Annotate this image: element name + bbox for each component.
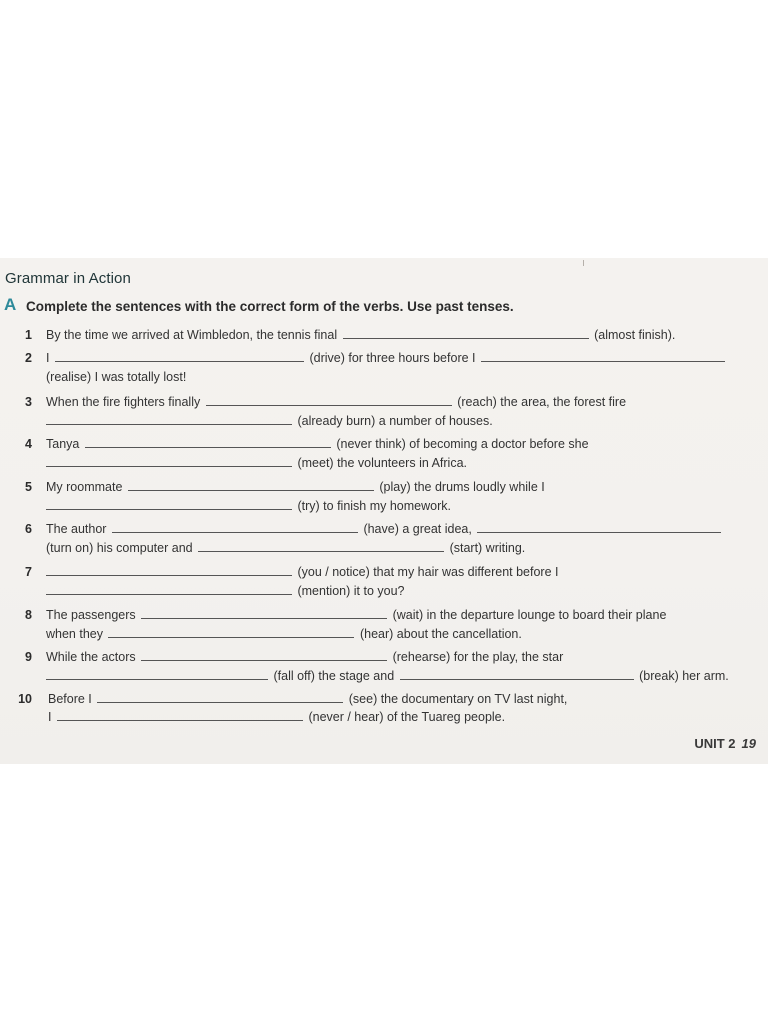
sentence-line <box>46 541 525 555</box>
item-number: 3 <box>25 395 32 409</box>
answer-blank[interactable] <box>481 351 725 362</box>
sentence-line <box>46 499 451 513</box>
sentence-text: The passengers <box>46 608 136 622</box>
sentence-line <box>46 650 563 664</box>
answer-blank[interactable] <box>477 522 721 533</box>
item-number: 2 <box>25 351 32 365</box>
answer-blank[interactable] <box>141 608 387 619</box>
sentence-text: My roommate <box>46 480 123 494</box>
sentence-text: Before I <box>48 692 92 706</box>
answer-blank[interactable] <box>46 565 292 576</box>
verb-hint: (break) her arm. <box>639 669 729 683</box>
verb-hint: (wait) in the departure lounge to board their plane <box>392 608 667 622</box>
answer-blank[interactable] <box>198 541 444 552</box>
verb-hint: (turn on) his computer and <box>46 541 193 555</box>
answer-blank[interactable] <box>46 499 292 510</box>
item-number: 8 <box>25 608 32 622</box>
sentence-text: when they <box>46 627 103 641</box>
workbook-page <box>0 258 768 764</box>
sentence-line <box>46 370 186 384</box>
sentence-line <box>46 414 493 428</box>
answer-blank[interactable] <box>55 351 304 362</box>
sentence-line <box>46 480 545 494</box>
sentence-line <box>46 565 559 579</box>
answer-blank[interactable] <box>46 414 292 425</box>
exercise-letter: A <box>4 295 17 314</box>
verb-hint: (realise) I was totally lost! <box>46 370 187 384</box>
answer-blank[interactable] <box>400 669 634 680</box>
sentence-text: Tanya <box>46 437 80 451</box>
sentence-text: When the fire fighters finally <box>46 395 201 409</box>
verb-hint: (never / hear) of the Tuareg people. <box>308 710 506 724</box>
verb-hint: (drive) for three hours before I <box>309 351 476 365</box>
sentence-line <box>48 710 505 724</box>
answer-blank[interactable] <box>85 437 331 448</box>
verb-hint: (play) the drums loudly while I <box>379 480 545 494</box>
item-number: 9 <box>25 650 32 664</box>
item-number: 4 <box>25 437 32 451</box>
sentence-line <box>46 395 626 409</box>
sentence-text: By the time we arrived at Wimbledon, the tennis final <box>46 328 338 342</box>
item-number: 1 <box>25 328 32 342</box>
page-footer <box>694 736 756 751</box>
verb-hint: (try) to finish my homework. <box>297 499 451 513</box>
exercise-instruction: Complete the sentences with the correct form of the verbs. Use past tenses. <box>26 299 514 314</box>
answer-blank[interactable] <box>108 627 354 638</box>
sentence-line <box>46 584 404 598</box>
verb-hint: (reach) the area, the forest fire <box>457 395 627 409</box>
verb-hint: (never think) of becoming a doctor before she <box>336 437 589 451</box>
page-number: 19 <box>741 736 756 751</box>
answer-blank[interactable] <box>46 584 292 595</box>
sentence-line <box>46 456 467 470</box>
item-number: 5 <box>25 480 32 494</box>
sentence-line <box>46 328 675 342</box>
sentence-text: I <box>48 710 52 724</box>
item-number: 10 <box>18 692 32 706</box>
verb-hint: (mention) it to you? <box>297 584 405 598</box>
sentence-text: I <box>46 351 50 365</box>
sentence-line <box>46 669 729 683</box>
sentence-line <box>46 351 727 365</box>
verb-hint: (you / notice) that my hair was different before I <box>297 565 559 579</box>
verb-hint: (meet) the volunteers in Africa. <box>297 456 468 470</box>
verb-hint: (have) a great idea, <box>363 522 472 536</box>
verb-hint: (see) the documentary on TV last night, <box>348 692 568 706</box>
item-number: 6 <box>25 522 32 536</box>
item-number: 7 <box>25 565 32 579</box>
answer-blank[interactable] <box>57 710 303 721</box>
sentence-line <box>46 437 589 451</box>
verb-hint: (hear) about the cancellation. <box>359 627 522 641</box>
answer-blank[interactable] <box>46 456 292 467</box>
answer-blank[interactable] <box>46 669 268 680</box>
page-mark <box>583 260 584 266</box>
sentence-text: While the actors <box>46 650 136 664</box>
sentence-line <box>46 627 522 641</box>
answer-blank[interactable] <box>343 328 589 339</box>
verb-hint: (already burn) a number of houses. <box>297 414 493 428</box>
verb-hint: (start) writing. <box>449 541 526 555</box>
answer-blank[interactable] <box>206 395 452 406</box>
answer-blank[interactable] <box>141 650 387 661</box>
verb-hint: (almost finish). <box>594 328 676 342</box>
answer-blank[interactable] <box>128 480 374 491</box>
sentence-line <box>48 692 567 706</box>
unit-label: UNIT 2 <box>694 736 736 751</box>
section-title: Grammar in Action <box>5 270 131 287</box>
answer-blank[interactable] <box>97 692 343 703</box>
sentence-line <box>46 608 666 622</box>
sentence-text: The author <box>46 522 107 536</box>
verb-hint: (fall off) the stage and <box>273 669 395 683</box>
answer-blank[interactable] <box>112 522 358 533</box>
sentence-line <box>46 522 723 536</box>
verb-hint: (rehearse) for the play, the star <box>392 650 564 664</box>
